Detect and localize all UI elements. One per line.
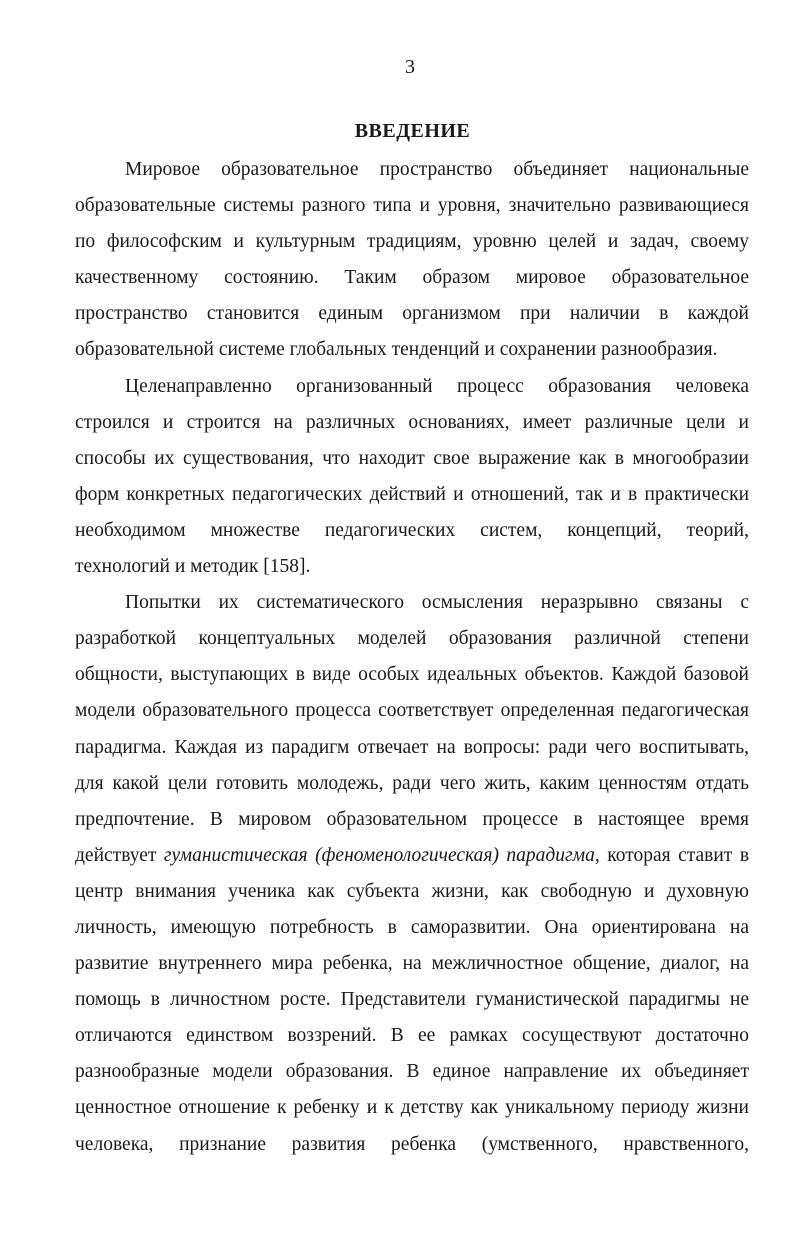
text-line: качественному состоянию. Таким образом мировое образовательное: [75, 267, 749, 289]
text-line: Попытки их систематического осмысления неразрывно связаны с: [125, 592, 749, 614]
paragraph-2: [75, 369, 749, 586]
text-line: парадигма. Каждая из парадигм отвечает на вопросы: ради чего воспитывать,: [75, 736, 749, 758]
text-fragment: действует: [75, 844, 157, 866]
paragraph-3: [75, 585, 749, 1163]
text-line: модели образовательного процесса соответствует определенная педагогическая: [75, 700, 749, 722]
body-text: [75, 152, 749, 1163]
text-line: развитие внутреннего мира ребенка, на межличностное общение, диалог, на: [75, 953, 749, 975]
text-line: личность, имеющую потребность в саморазвитии. Она ориентирована на: [75, 916, 749, 938]
text-line: общности, выступающих в виде особых идеальных объектов. Каждой базовой: [75, 664, 749, 686]
text-line: форм конкретных педагогических действий и отношений, так и в практически: [75, 483, 749, 505]
text-line: способы их существования, что находит свое выражение как в многообразии: [75, 447, 749, 469]
page-number: 3: [405, 56, 415, 78]
text-line: ценностное отношение к ребенку и к детству как уникальному периоду жизни: [75, 1097, 749, 1119]
text-line: необходимом множестве педагогических систем, концепций, теорий,: [75, 519, 749, 541]
text-line: Мировое образовательное пространство объединяет национальные: [125, 159, 749, 180]
section-heading: ВВЕДЕНИЕ: [354, 120, 471, 142]
text-line: разнообразные модели образования. В единое направление их объединяет: [75, 1061, 749, 1083]
text-line: Целенаправленно организованный процесс образования человека: [125, 375, 749, 397]
text-line: строился и строится на различных основаниях, имеет различные цели и: [75, 411, 749, 433]
text-line: отличаются единством воззрений. В ее рамках сосуществуют достаточно: [75, 1025, 749, 1047]
text-line: разработкой концептуальных моделей образования различной степени: [75, 628, 749, 650]
text-line: человека, признание развития ребенка (умственного, нравственного,: [75, 1133, 749, 1155]
text-line: для какой цели готовить молодежь, ради чего жить, каким ценностям отдать: [75, 772, 749, 794]
italic-term: гуманистическая (феноменологическая) парадигма,: [163, 844, 600, 866]
text-line: технологий и методик [158].: [75, 556, 311, 578]
text-line: центр внимания ученика как субъекта жизни, как свободную и духовную: [75, 880, 749, 902]
text-line: помощь в личностном росте. Представители гуманистической парадигмы не: [75, 989, 749, 1011]
text-line: образовательной системе глобальных тенденций и сохранении разнообразия.: [75, 339, 718, 361]
text-fragment: которая ставит в: [607, 844, 750, 866]
text-line: предпочтение. В мировом образовательном процессе в настоящее время: [75, 808, 749, 830]
text-line: образовательные системы разного типа и уровня, значительно развивающиеся: [75, 195, 749, 217]
text-line-mixed: [75, 838, 749, 874]
text-line: по философским и культурным традициям, уровню целей и задач, своему: [75, 231, 749, 253]
paragraph-1: [75, 152, 749, 369]
text-line: пространство становится единым организмом при наличии в каждой: [75, 303, 749, 325]
